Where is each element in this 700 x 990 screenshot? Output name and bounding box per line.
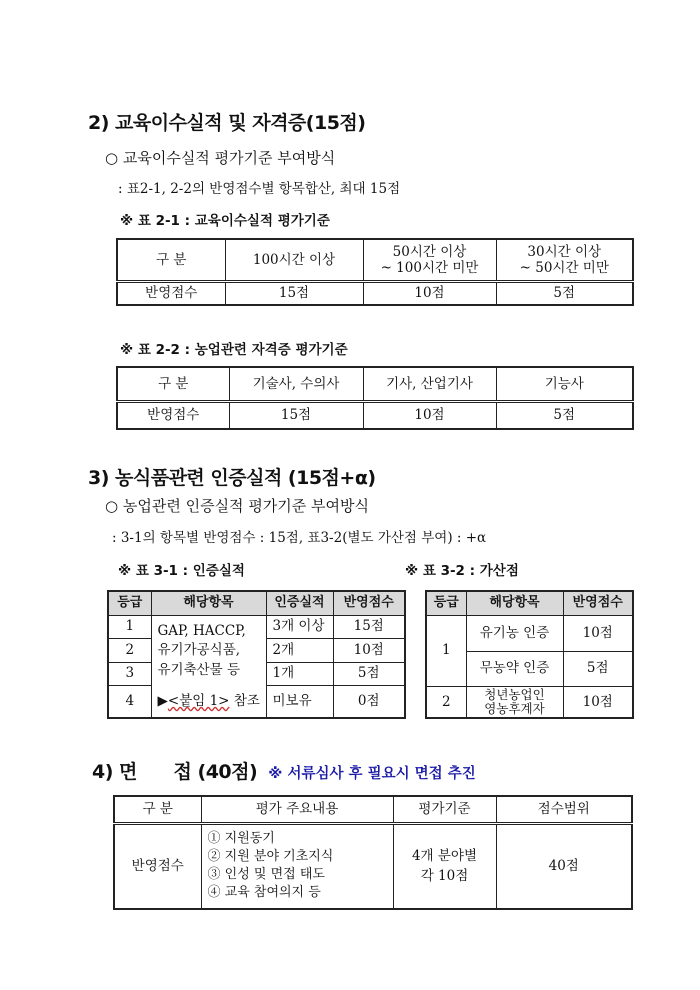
section3-note: : 3-1의 항목별 반영점수 : 15점, 표3-2(별도 가산점 부여) : +α	[112, 530, 487, 546]
grade-cell: 4	[108, 685, 151, 718]
list-item: ③ 인성 및 면접 태도	[207, 867, 325, 883]
item-cell: 무농약 인증	[466, 651, 563, 686]
evaluation-items	[201, 823, 393, 909]
header-cell: 점수범위	[496, 796, 632, 823]
item-cell: 유기농 인증	[466, 615, 563, 651]
table31-caption: ※ 표 3-1 : 인증실적	[118, 563, 245, 579]
score-cell: 15점	[333, 615, 405, 638]
item-line: 청년농업인	[484, 687, 545, 702]
score-range-cell: 40점	[496, 823, 632, 909]
score-cell: 10점	[333, 638, 405, 662]
header-cell: 100시간 이상	[225, 239, 363, 281]
cell: 15점	[225, 281, 363, 305]
header-cell: 등급	[426, 591, 466, 615]
list-item: ④ 교육 참여의지 등	[207, 885, 321, 901]
table21-caption: ※ 표 2-1 : 교육이수실적 평가기준	[120, 213, 330, 229]
criteria-line: 각 10점	[420, 868, 469, 885]
table-row	[426, 686, 633, 718]
section3-title: 3) 농식품관련 인증실적 (15점+α)	[88, 467, 376, 489]
item-line: 유기축산물 등	[157, 661, 241, 678]
table-row	[426, 615, 633, 651]
section2-note: : 표2-1, 2-2의 반영점수별 항목합산, 최대 15점	[118, 181, 401, 197]
cell: 15점	[229, 401, 363, 429]
header-cell: 기능사	[496, 367, 633, 401]
header-cell: 구 분	[117, 239, 225, 281]
score-cell: 10점	[563, 686, 633, 718]
reference	[158, 692, 264, 712]
item-line: 영농후계자	[484, 700, 545, 716]
row-label: 반영점수	[114, 823, 201, 909]
header-cell: 인증실적	[266, 591, 333, 615]
table32-caption: ※ 표 3-2 : 가산점	[405, 563, 519, 579]
header-cell: 30시간 이상 ~ 50시간 미만	[496, 239, 633, 281]
table-header-row	[117, 239, 633, 281]
header-cell: 등급	[108, 591, 151, 615]
grade-cell: 2	[108, 638, 151, 662]
grade-cell: 2	[426, 686, 466, 718]
grade-cell: 3	[108, 662, 151, 685]
header-cell: 반영점수	[563, 591, 633, 615]
header-cell: 구 분	[117, 367, 229, 401]
attachment-link[interactable]: <붙임 1>	[167, 693, 230, 710]
reference-suffix: 참조	[229, 693, 260, 710]
table-header-row	[426, 591, 633, 615]
criteria-line: 4개 분야별	[411, 848, 478, 864]
table-row	[117, 281, 633, 305]
row-label: 반영점수	[117, 281, 225, 305]
table22-caption: ※ 표 2-2 : 농업관련 자격증 평가기준	[120, 342, 348, 358]
grade-cell: 1	[426, 615, 466, 686]
section3-subtitle: ○ 농업관련 인증실적 평가기준 부여방식	[105, 497, 370, 515]
section4-title: 4) 면 접 (40점)	[92, 761, 258, 783]
list-item: ① 지원동기	[207, 830, 275, 846]
cell: 10점	[363, 281, 496, 305]
row-label: 반영점수	[117, 401, 229, 429]
table-header-row	[108, 591, 405, 615]
cell: 10점	[363, 401, 496, 429]
table-3-2	[425, 590, 634, 719]
score-cell: 5점	[333, 662, 405, 685]
header-cell: 50시간 이상 ~ 100시간 미만	[363, 239, 496, 281]
score-cell: 5점	[563, 651, 633, 686]
table-2-1	[116, 238, 634, 306]
cell: 5점	[496, 281, 633, 305]
table-3-1	[107, 590, 406, 719]
section2-title: 2) 교육이수실적 및 자격증(15점)	[88, 112, 366, 134]
result-cell: 2개	[266, 638, 333, 662]
section4-heading	[92, 757, 476, 784]
score-cell: 0점	[333, 685, 405, 718]
item-line: 유기가공식품,	[157, 642, 241, 659]
header-cell: 평가 주요내용	[201, 796, 393, 823]
header-cell: 해당항목	[151, 591, 266, 615]
table-header-row	[117, 367, 633, 401]
header-cell: 기술사, 수의사	[229, 367, 363, 401]
result-cell: 3개 이상	[266, 615, 333, 638]
table-header-row	[114, 796, 632, 823]
section2-subtitle: ○ 교육이수실적 평가기준 부여방식	[105, 149, 336, 167]
result-cell: 미보유	[266, 685, 333, 718]
header-cell: 해당항목	[466, 591, 563, 615]
item-line: GAP, HACCP,	[157, 622, 246, 639]
item-cell	[466, 686, 563, 718]
table-row	[108, 615, 405, 638]
header-cell: 반영점수	[333, 591, 405, 615]
arrow-icon: ▶	[157, 693, 168, 710]
result-cell: 1개	[266, 662, 333, 685]
item-cell	[151, 615, 266, 718]
score-cell: 10점	[563, 615, 633, 651]
list-item: ② 지원 분야 기초지식	[207, 849, 334, 865]
header-cell: 기사, 산업기사	[363, 367, 496, 401]
cell: 5점	[496, 401, 633, 429]
table-row	[117, 401, 633, 429]
section4-note: ※ 서류심사 후 필요시 면접 추진	[268, 766, 476, 782]
table-row	[114, 823, 632, 909]
criteria-cell	[393, 823, 496, 909]
table-interview	[113, 795, 633, 910]
table-2-2	[116, 366, 634, 430]
grade-cell: 1	[108, 615, 151, 638]
header-cell: 구 분	[114, 796, 201, 823]
header-cell: 평가기준	[393, 796, 496, 823]
